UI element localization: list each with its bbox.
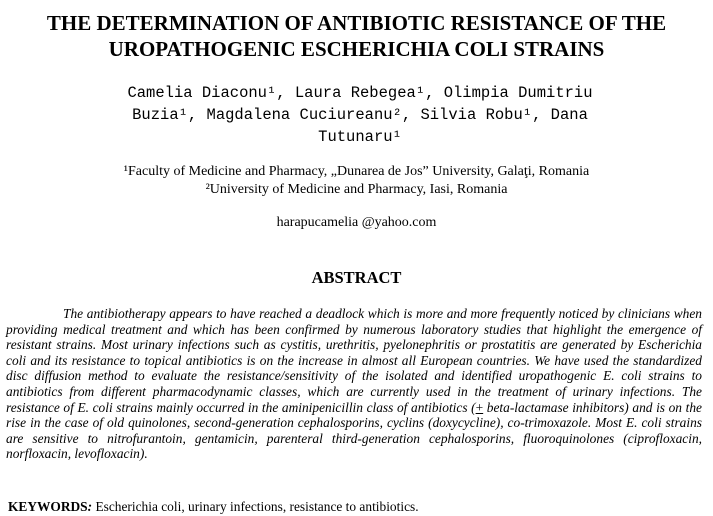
- paper-title: [0, 10, 713, 62]
- authors-line-3: Tutunaru¹: [318, 128, 402, 146]
- affiliation-1: ¹Faculty of Medicine and Pharmacy, „Dunarea de Jos” University, Galaţi, Romania: [123, 164, 590, 179]
- keywords-line: [8, 499, 708, 515]
- contact-email: harapucamelia @yahoo.com: [276, 215, 437, 230]
- plus-minus-symbol: +: [475, 399, 484, 415]
- title-line-1: THE DETERMINATION OF ANTIBIOTIC RESISTANCE OF THE: [46, 11, 667, 35]
- keywords-text: Escherichia coli, urinary infections, resistance to antibiotics.: [92, 499, 419, 514]
- authors-line-1: Camelia Diaconu¹, Laura Rebegea¹, Olimpia Dumitriu: [127, 84, 593, 102]
- author-list: [60, 82, 660, 148]
- abstract-heading: ABSTRACT: [311, 268, 402, 287]
- keywords-colon: :: [87, 499, 93, 514]
- abstract-text-part-2: beta-lactamase inhibitors) and is on the rise in the case of old quinolones, second-generation cephalosporins, cyclins (doxycycline), co-trimoxazole. Most E. coli strains are sensitive to nitrofurantoin, gentamicin, parenteral third-generation cephalosporins, fluoroquinolones (ciprofloxacin, norfloxacin, levofloxacin).: [6, 399, 702, 462]
- affiliation-2: ²University of Medicine and Pharmacy, Iasi, Romania: [205, 182, 508, 197]
- keywords-label: KEYWORDS: [8, 499, 88, 514]
- authors-line-2: Buzia¹, Magdalena Cuciureanu², Silvia Robu¹, Dana: [132, 106, 588, 124]
- abstract-body: [6, 306, 702, 462]
- title-line-2: UROPATHOGENIC ESCHERICHIA COLI STRAINS: [108, 37, 605, 61]
- affiliations: [0, 163, 713, 199]
- abstract-text-part-1: The antibiotherapy appears to have reached a deadlock which is more and more frequently noticed by clinicians when providing medical treatment and which has been confirmed by numerous laboratory studies that highlight the emergence of resistant strains. Most urinary infections such as cystitis, urethritis, pyelonephritis or prostatitis are generated by Escherichia coli and its resistance to topical antibiotics is on the increase in almost all European countries. We have used the standardized disc diffusion method to evaluate the resistance/sensitivity of the isolated and identified uropathogenic E. coli strains to antibiotics from different pharmacodynamic classes, which are currently used in the treatment of urinary infections. The resistance of E. coli strains mainly occurred in the aminipenicillin class of antibiotics (: [6, 306, 702, 415]
